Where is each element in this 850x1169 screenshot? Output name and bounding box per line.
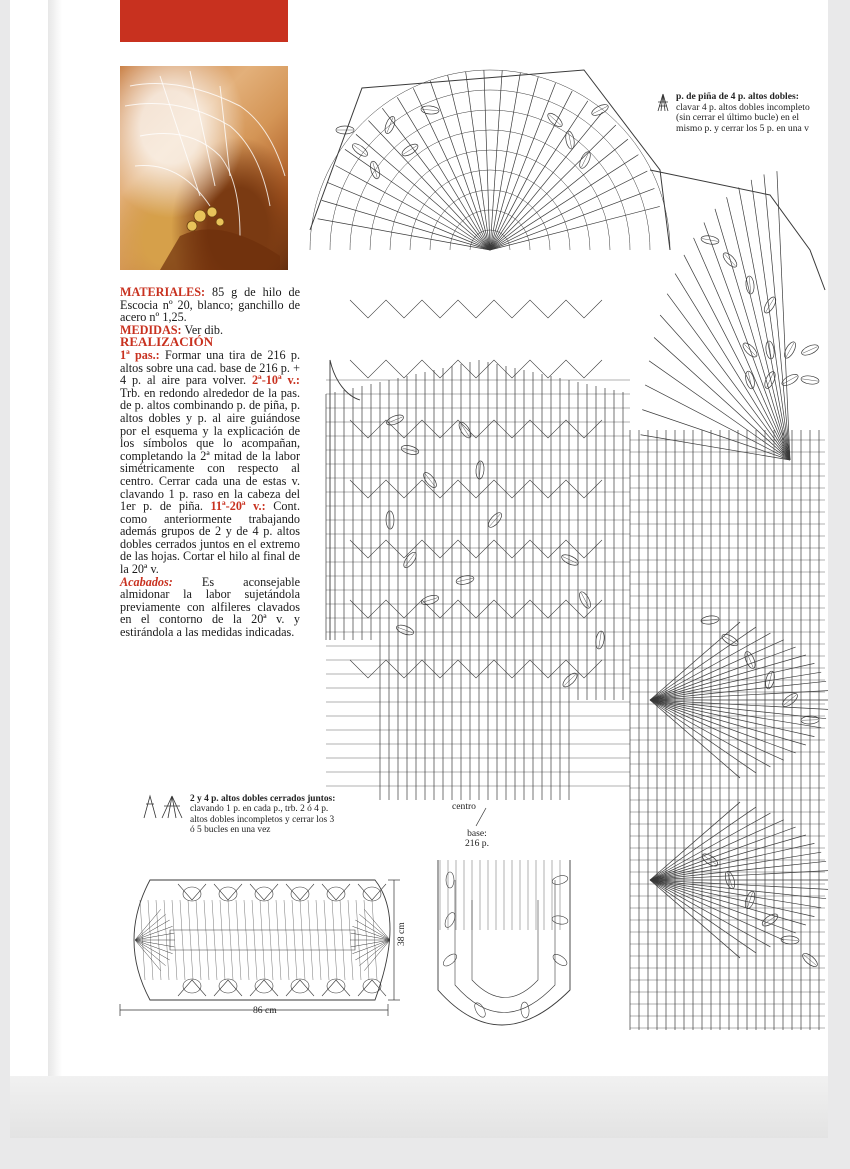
finishing-text: Es aconsejable almidonar la labor sujetándola previamente con alfileres clavados en el contorno de la 20ª v. y estirándola a las medidas indicadas. xyxy=(120,574,300,640)
legend-pineapple-line: (sin cerrar el último bucle) en el xyxy=(676,112,800,124)
legend-pineapple-title: p. de piña de 4 p. altos dobles: xyxy=(676,91,799,102)
base-label-line2: 216 p. xyxy=(465,838,489,849)
magazine-page xyxy=(10,0,828,1138)
step2-label: 2ª-10ª v.: xyxy=(251,373,300,388)
realization-heading: REALIZACIÓN xyxy=(120,334,214,350)
base-stitch-diagram xyxy=(438,860,570,1025)
width-dimension-label: 86 cm xyxy=(250,1005,280,1016)
step1-text: Formar una tira de 216 p. altos sobre una cad. base de 216 p. + 4 p. al aire para volver. xyxy=(120,347,301,388)
legend-pineapple-line: mismo p. y cerrar los 5 p. en una v xyxy=(676,122,809,134)
crochet-chart xyxy=(10,0,828,1138)
step2-text: Trb. en redondo alrededor de la pas. de p. altos combinando p. de piña, p. altos dobles y p. al aire guiándose por el esquema y la explicación de los símbolos que lo acompañan, completando la 2ª mitad de la labor simétricamente con respecto al centro. Cerrar cada una de estas v. clavando 1 p. raso en la cabeza del 1er p. de piña. xyxy=(120,385,300,514)
legend-cluster-text: clavando 1 p. en cada p., trb. 2 ó 4 p. altos dobles incompletos y cerrar los 3 ó 5 bucles en una vez xyxy=(190,804,335,836)
height-dimension-label: 38 cm xyxy=(396,922,407,946)
step3-label: 11ª-20ª v.: xyxy=(210,499,266,514)
legend-pineapple-line: clavar 4 p. altos dobles incompleto xyxy=(676,101,810,113)
materials-label: MATERIALES: xyxy=(120,285,206,299)
legend-cluster-title: 2 y 4 p. altos dobles cerrados juntos: xyxy=(190,794,336,804)
step1-label: 1ª pas.: xyxy=(120,347,160,362)
overview-diagram xyxy=(134,880,390,1000)
step3-text: Cont. como anteriormente trabajando además grupos de 2 y de 4 p. altos dobles cerrados juntos en el extremo de las hojas. Cortar el hilo al final de la 20ª v. xyxy=(120,499,300,577)
finishing-label: Acabados: xyxy=(120,574,173,589)
measures-text: Ver dib. xyxy=(181,322,224,337)
measures-label: MEDIDAS: xyxy=(120,322,182,337)
base-label-line1: base: xyxy=(467,828,487,839)
centro-label: centro xyxy=(452,801,476,812)
dimension-lines xyxy=(120,808,486,1016)
main-stitch-diagram xyxy=(310,70,828,1030)
materials-text: 85 g de hilo de Escocia nº 20, blanco; ganchillo de acero nº 1,25. xyxy=(120,285,300,325)
